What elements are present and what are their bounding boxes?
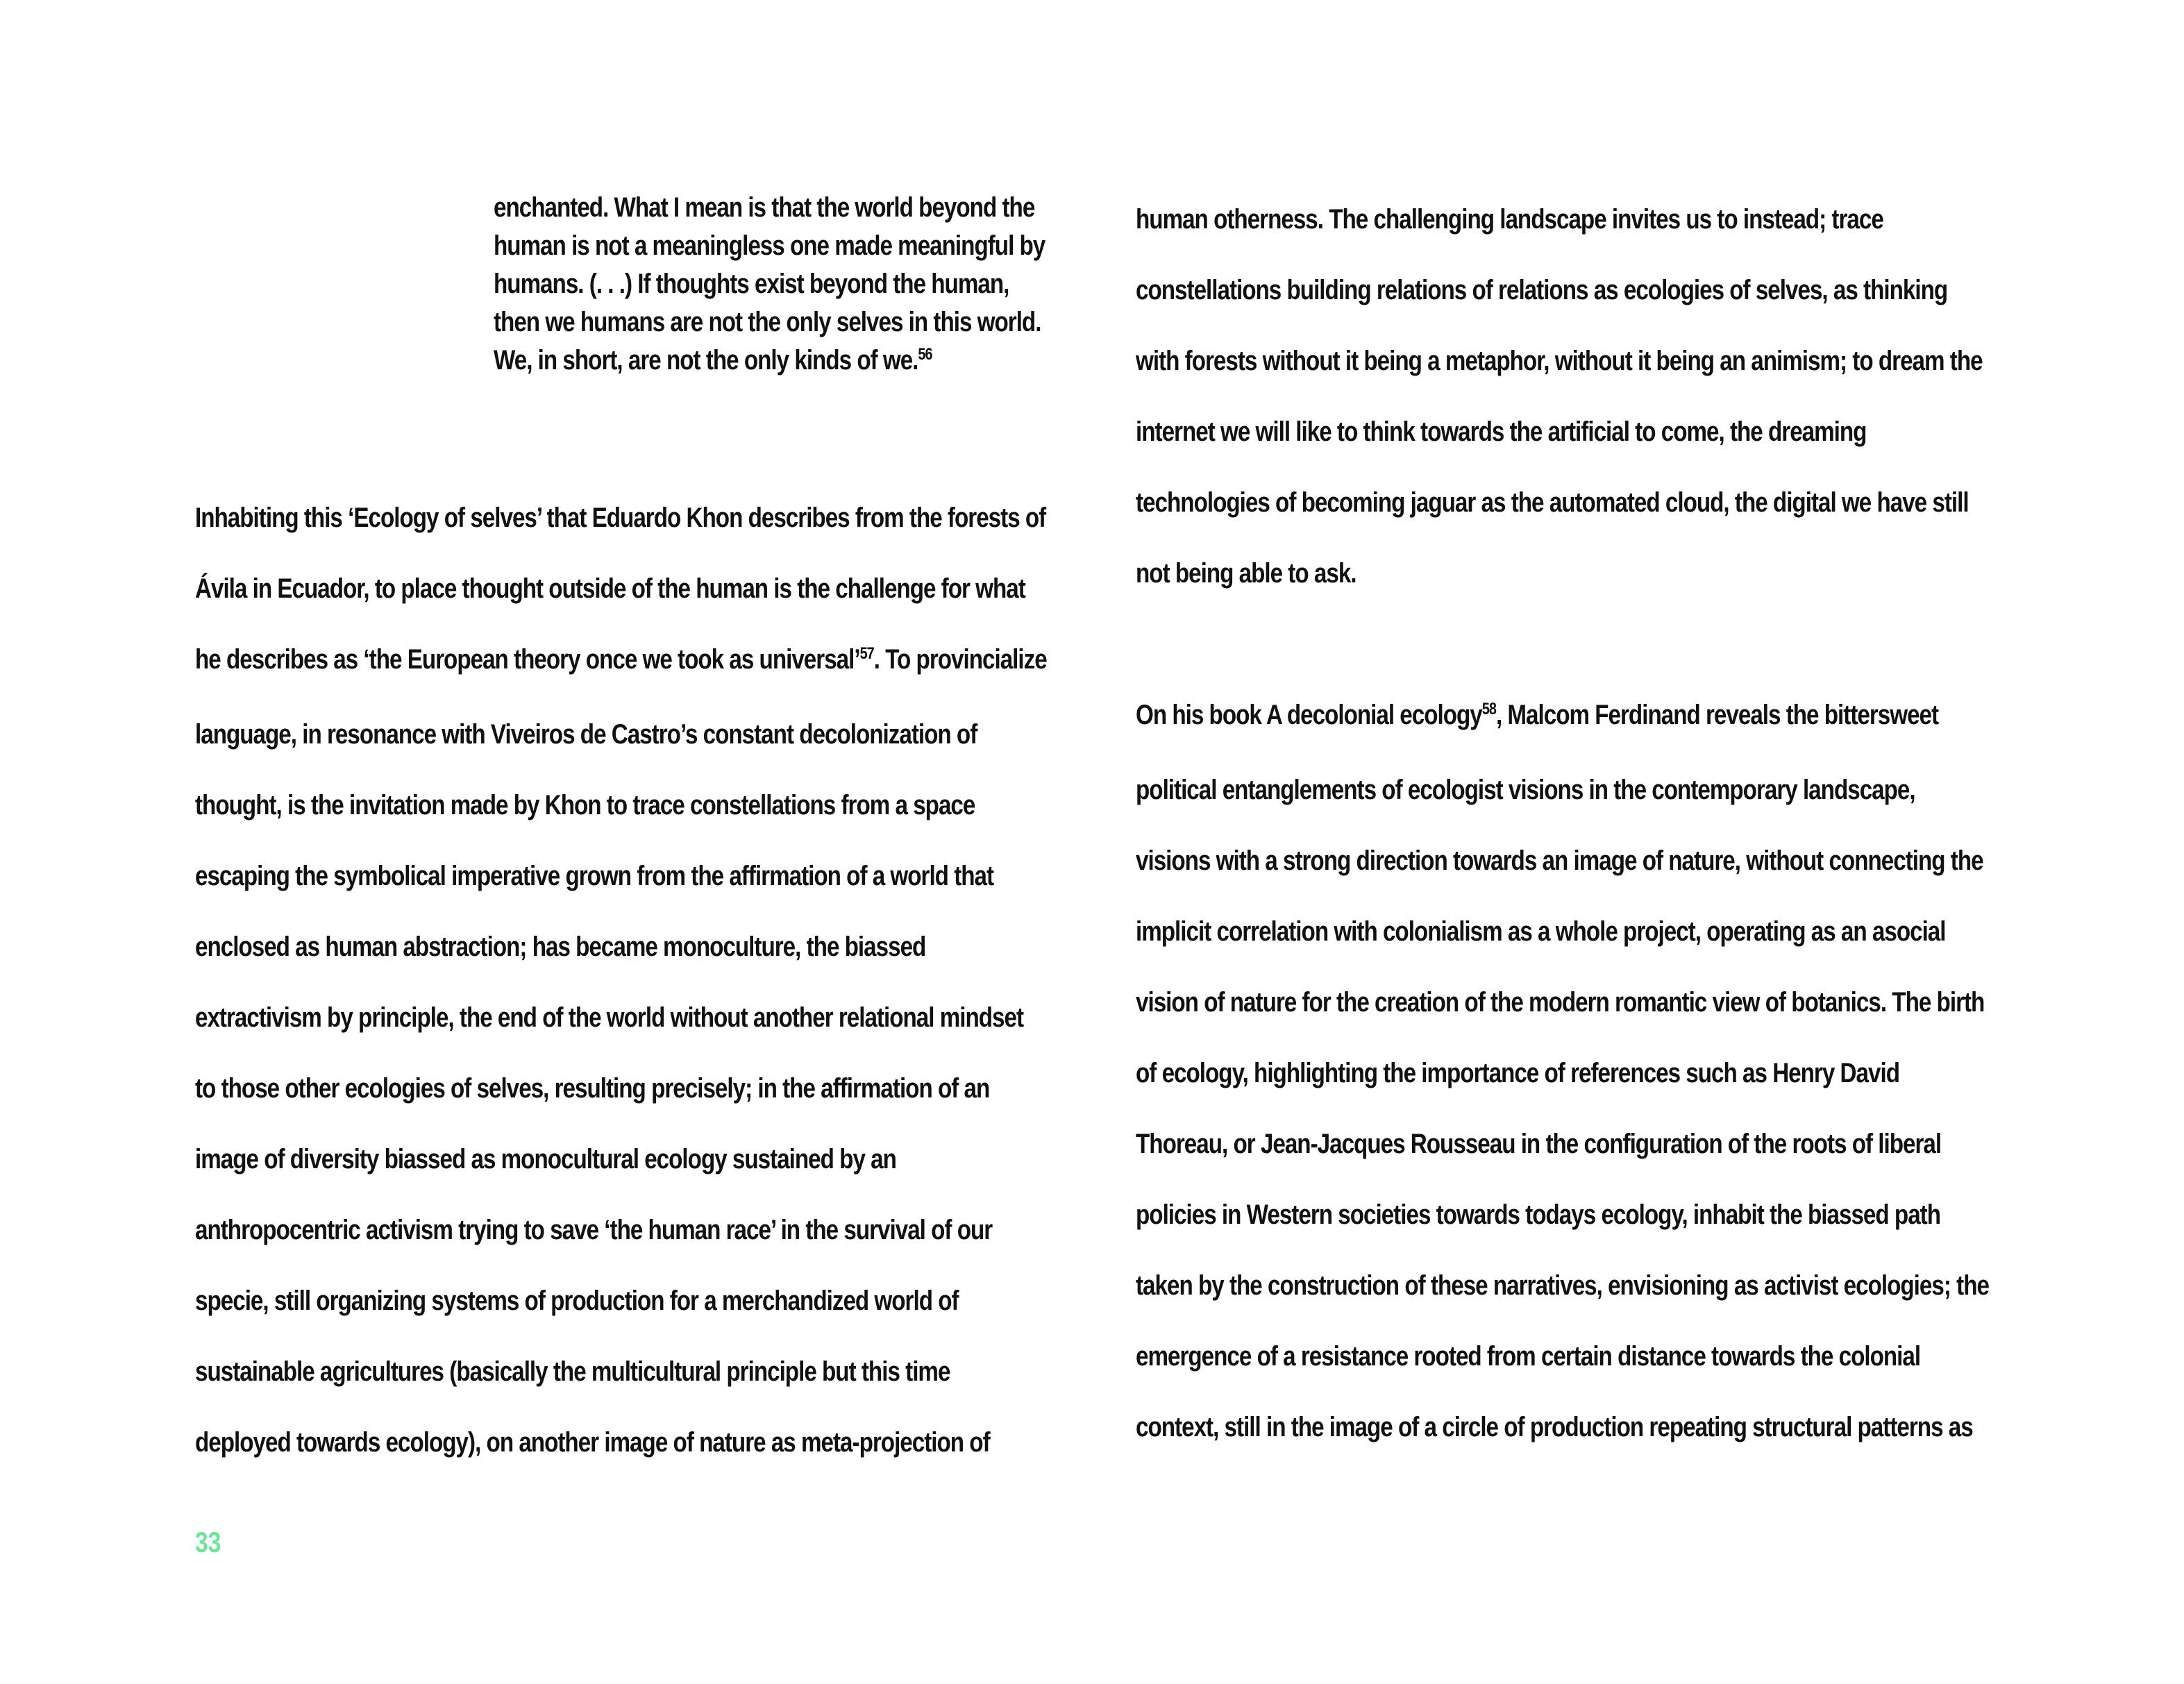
paragraph-line: of ecology, highlighting the importance of references such as Henry David — [1136, 1058, 1899, 1088]
paragraph-line: context, still in the image of a circle of production repeating structural patterns as — [1136, 1412, 1973, 1442]
paragraph-line: language, in resonance with Viveiros de Castro’s constant decolonization of — [195, 719, 977, 750]
quote-line: humans. (. . .) If thoughts exist beyond the human, — [494, 269, 1009, 299]
paragraph-line-with-footnote — [1136, 680, 1994, 755]
block-quote — [494, 189, 1045, 383]
paragraph-line: political entanglements of ecologist visions in the contemporary landscape, — [1136, 775, 1915, 805]
right-paragraph-1 — [1136, 184, 1994, 609]
quote-line: then we humans are not the only selves in this world. — [494, 307, 1041, 337]
paragraph-line: to those other ecologies of selves, resulting precisely; in the affirmation of an — [195, 1073, 990, 1104]
paragraph-line-text: he describes as ‘the European theory once we took as universal’ — [195, 644, 860, 675]
paragraph-line: Ávila in Ecuador, to place thought outside of the human is the challenge for what — [195, 573, 1025, 604]
footnote-ref[interactable]: 58 — [1481, 700, 1496, 718]
paragraph-line: not being able to ask. — [1136, 558, 1356, 589]
paragraph-line: escaping the symbolical imperative grown from the affirmation of a world that — [195, 861, 994, 891]
paragraph-line-tail: , Malcom Ferdinand reveals the bittersweet — [1495, 700, 1939, 730]
paragraph-line-with-footnote — [195, 624, 1054, 699]
paragraph-line: extractivism by principle, the end of the world without another relational mindset — [195, 1002, 1024, 1033]
paragraph-line: technologies of becoming jaguar as the automated cloud, the digital we have still — [1136, 487, 1969, 518]
quote-line: enchanted. What I mean is that the world beyond the — [494, 192, 1035, 223]
paragraph-spacer — [1136, 609, 1994, 680]
paragraph-line: thought, is the invitation made by Khon to trace constellations from a space — [195, 790, 975, 820]
paragraph-line: emergence of a resistance rooted from certain distance towards the colonial — [1136, 1341, 1921, 1372]
paragraph-line-head: On his book A decolonial ecology — [1136, 700, 1482, 730]
page-number: 33 — [195, 1526, 221, 1558]
footnote-ref[interactable]: 56 — [918, 345, 932, 364]
right-paragraph-2 — [1136, 680, 1994, 1463]
paragraph-line: vision of nature for the creation of the modern romantic view of botanics. The birth — [1136, 987, 1985, 1018]
paragraph-line: sustainable agricultures (basically the multicultural principle but this time — [195, 1356, 950, 1387]
paragraph-line: constellations building relations of relations as ecologies of selves, as thinking — [1136, 275, 1948, 305]
paragraph-line: deployed towards ecology), on another image of nature as meta-projection of — [195, 1427, 990, 1458]
paragraph-line: Inhabiting this ‘Ecology of selves’ that Eduardo Khon describes from the forests of — [195, 503, 1046, 533]
paragraph-line: taken by the construction of these narratives, envisioning as activist ecologies; the — [1136, 1270, 1989, 1301]
paragraph-line: image of diversity biassed as monocultural ecology sustained by an — [195, 1144, 896, 1174]
paragraph-line: with forests without it being a metaphor, without it being an animism; to dream the — [1136, 346, 1983, 376]
quote-line: human is not a meaningless one made meaningful by — [494, 230, 1045, 261]
paragraph-line: implicit correlation with colonialism as a whole project, operating as an asocial — [1136, 916, 1946, 947]
paragraph-line: policies in Western societies towards todays ecology, inhabit the biassed path — [1136, 1199, 1941, 1230]
paragraph-line-tail: . To provincialize — [873, 644, 1047, 675]
paragraph-line: internet we will like to think towards the artificial to come, the dreaming — [1136, 416, 1867, 447]
paragraph-line: human otherness. The challenging landscape invites us to instead; trace — [1136, 204, 1883, 235]
footnote-ref[interactable]: 57 — [859, 644, 874, 663]
quote-line-text: We, in short, are not the only kinds of we. — [494, 345, 918, 376]
paragraph-line: Thoreau, or Jean-Jacques Rousseau in the configuration of the roots of liberal — [1136, 1129, 1942, 1159]
quote-line-last — [494, 342, 966, 383]
right-column — [1136, 184, 1994, 1463]
paragraph-line: specie, still organizing systems of production for a merchandized world of — [195, 1286, 959, 1316]
paragraph-line: visions with a strong direction towards an image of nature, without connecting the — [1136, 845, 1983, 876]
paragraph-line: anthropocentric activism trying to save ‘the human race’ in the survival of our — [195, 1215, 993, 1245]
paragraph-line: enclosed as human abstraction; has became monoculture, the biassed — [195, 932, 926, 962]
left-column-paragraph — [195, 482, 1054, 1478]
